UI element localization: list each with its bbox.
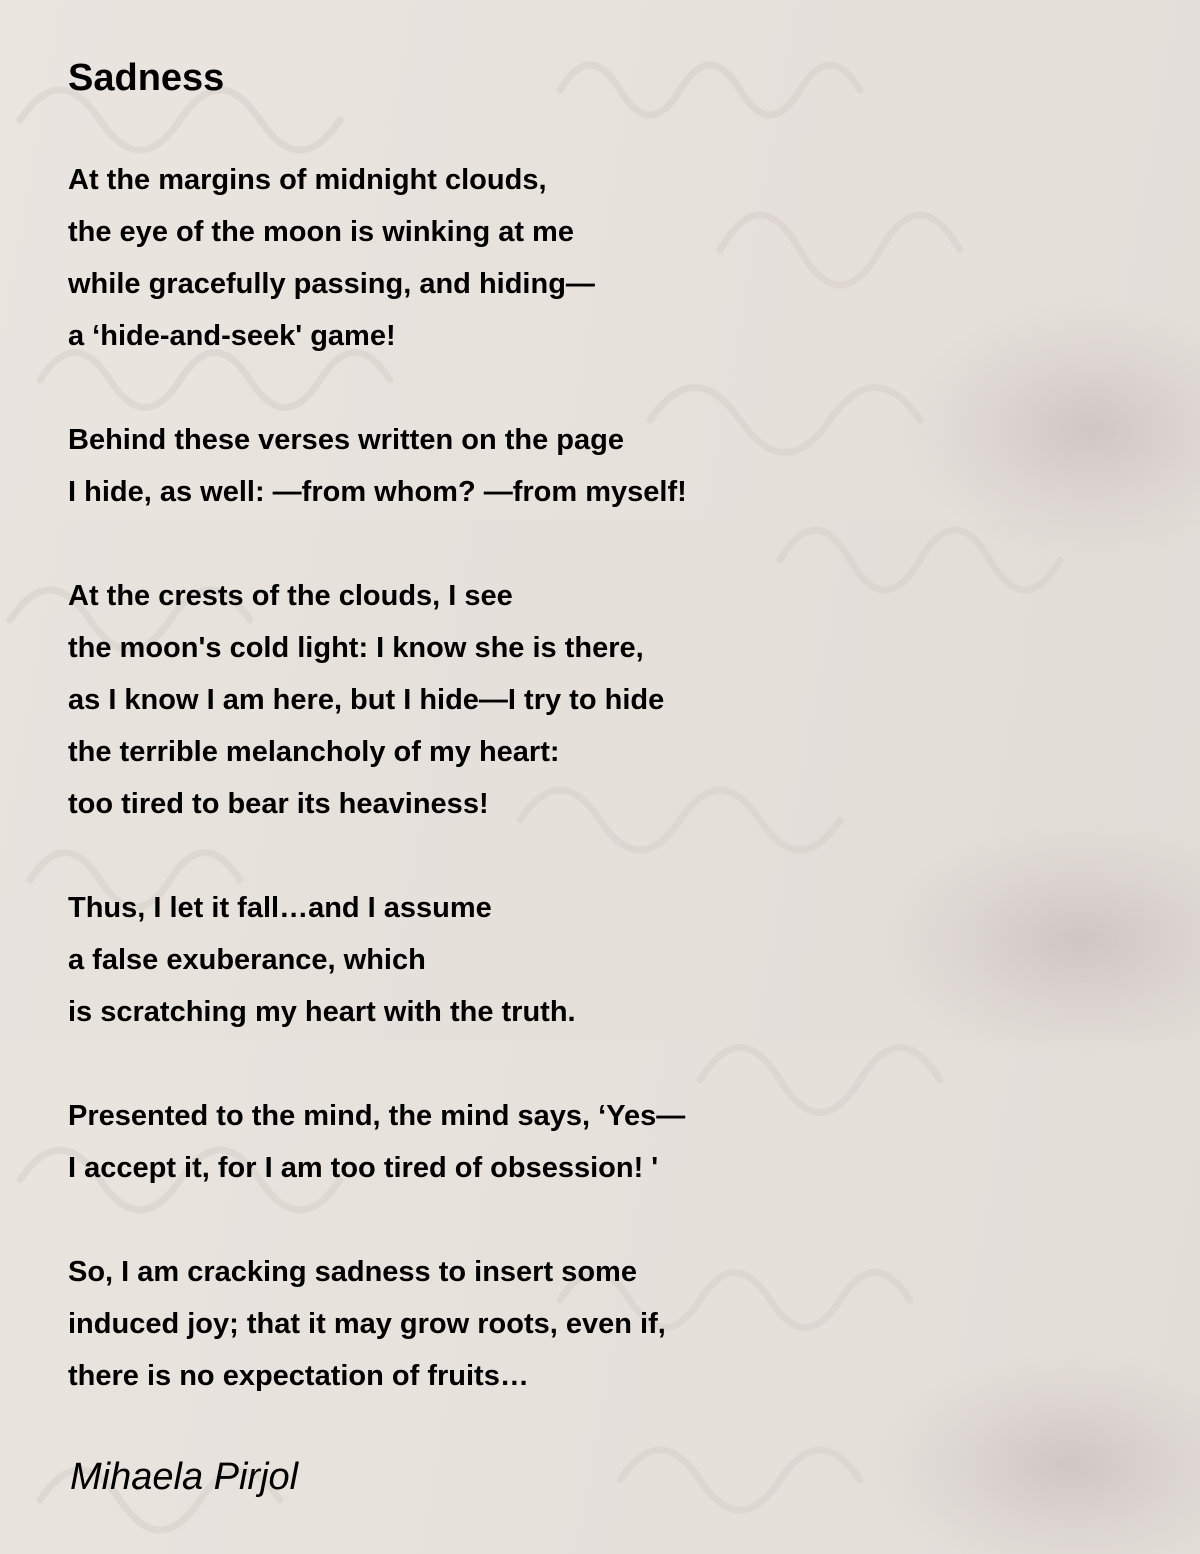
poem-line: I hide, as well: —from whom? —from myself! [68, 476, 687, 508]
poem-line: there is no expectation of fruits… [68, 1360, 529, 1392]
poem-line: the moon's cold light: I know she is there, [68, 632, 644, 664]
poem-line: At the crests of the clouds, I see [68, 580, 513, 612]
poem-line: Thus, I let it fall…and I assume [68, 892, 492, 924]
poem-line: induced joy; that it may grow roots, even if, [68, 1308, 666, 1340]
poem-line: I accept it, for I am too tired of obsession! ' [68, 1152, 659, 1184]
poem-line: Presented to the mind, the mind says, ‘Yes— [68, 1100, 686, 1132]
stanza [68, 1246, 687, 1402]
stanza [68, 882, 687, 1038]
poem-author: Mihaela Pirjol [70, 1456, 299, 1498]
poem-line: while gracefully passing, and hiding— [68, 268, 595, 300]
stanza [68, 570, 687, 830]
poem-line: At the margins of midnight clouds, [68, 164, 547, 196]
poem-body [68, 154, 687, 1454]
poem-line: a false exuberance, which [68, 944, 426, 976]
stanza [68, 1090, 687, 1194]
stanza [68, 414, 687, 518]
poem-line: too tired to bear its heaviness! [68, 788, 489, 820]
poem-line: is scratching my heart with the truth. [68, 996, 576, 1028]
poem-line: So, I am cracking sadness to insert some [68, 1256, 637, 1288]
poem-line: a ‘hide-and-seek' game! [68, 320, 396, 352]
poem-title: Sadness [68, 57, 225, 99]
poem-line: as I know I am here, but I hide—I try to hide [68, 684, 665, 716]
poem-line: the terrible melancholy of my heart: [68, 736, 560, 768]
poem-line: Behind these verses written on the page [68, 424, 624, 456]
poem-line: the eye of the moon is winking at me [68, 216, 574, 248]
stanza [68, 154, 687, 362]
